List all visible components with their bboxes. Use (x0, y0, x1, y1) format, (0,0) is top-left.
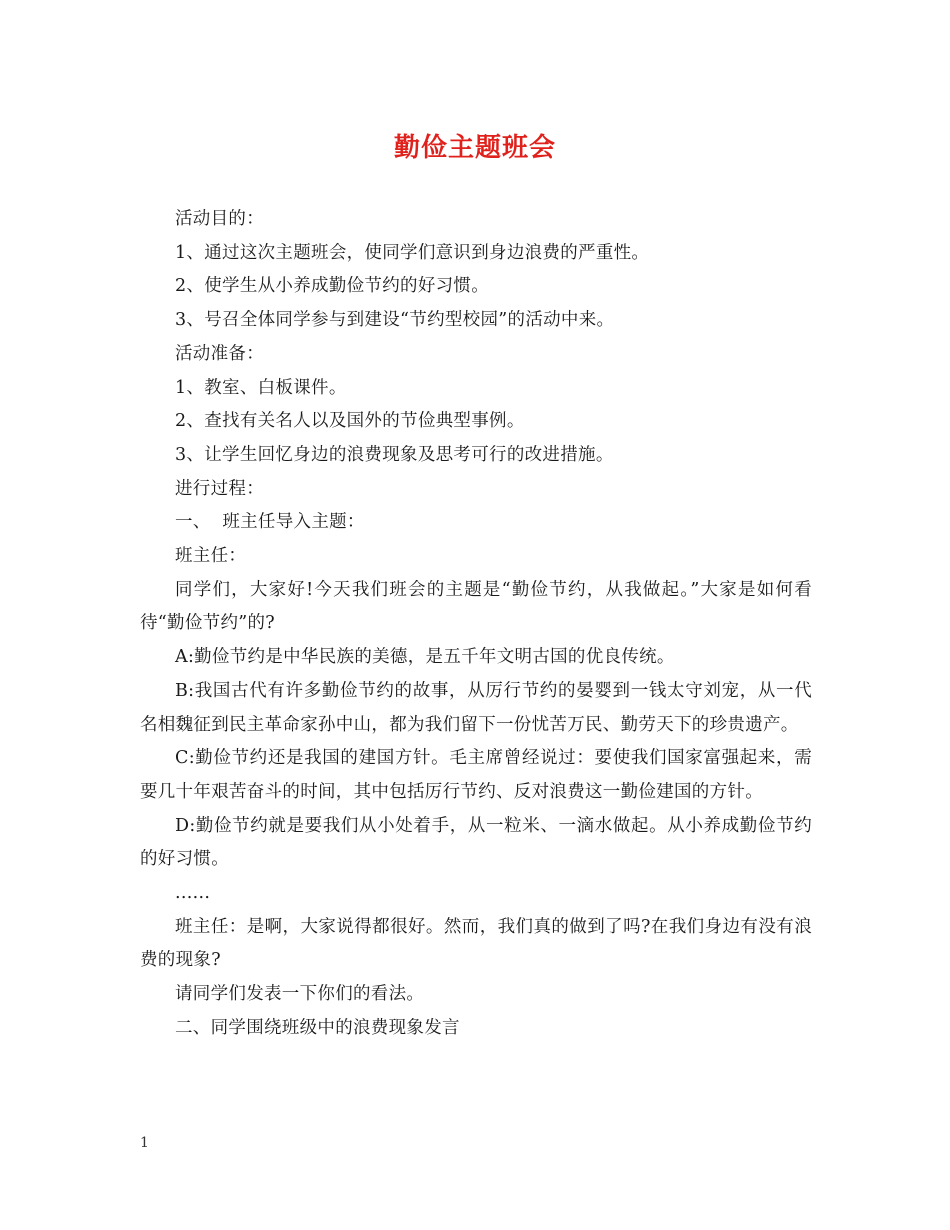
paragraph: 二、同学围绕班级中的浪费现象发言 (175, 1017, 460, 1038)
paragraph: 2、查找有关名人以及国外的节俭典型事例。 (175, 411, 525, 432)
paragraph: ...... (175, 883, 211, 904)
paragraph: 2、使学生从小养成勤俭节约的好习惯。 (175, 276, 490, 297)
paragraph: 3、让学生回忆身边的浪费现象及思考可行的改进措施。 (175, 444, 614, 465)
paragraph: C:勤俭节约还是我国的建国方针。毛主席曾经说过：要使我们国家富强起来，需要几十年艰苦奋斗的时间，其中包括厉行节约、反对浪费这一勤俭建国的方针。 (140, 748, 812, 802)
paragraph: 1、教室、白板课件。 (175, 377, 347, 398)
page-number: 1 (140, 1135, 149, 1151)
paragraph: 班主任：是啊，大家说得都很好。然而，我们真的做到了吗?在我们身边有没有浪费的现象? (140, 916, 812, 971)
paragraph: 进行过程： (175, 478, 264, 499)
document-body (140, 203, 812, 1046)
paragraph: A:勤俭节约是中华民族的美德，是五千年文明古国的优良传统。 (175, 647, 675, 668)
paragraph: B:我国古代有许多勤俭节约的故事，从厉行节约的晏婴到一钱太守刘宠，从一代名相魏征到民主革命家孙中山，都为我们留下一份忧苦万民、勤劳天下的珍贵遗产。 (140, 680, 812, 735)
paragraph: 同学们，大家好!今天我们班会的主题是“勤俭节约，从我做起。”大家是如何看待“勤俭节约”的? (140, 579, 812, 634)
paragraph: 活动目的： (175, 209, 264, 229)
paragraph: 班主任： (175, 546, 247, 567)
paragraph: D:勤俭节约就是要我们从小处着手，从一粒米、一滴水做起。从小养成勤俭节约的好习惯。 (140, 815, 812, 870)
paragraph: 一、 班主任导入主题： (175, 512, 365, 533)
page-title: 勤俭主题班会 (393, 133, 556, 163)
paragraph: 活动准备： (175, 343, 264, 364)
paragraph: 3、号召全体同学参与到建设“节约型校园”的活动中来。 (175, 310, 615, 331)
paragraph: 请同学们发表一下你们的看法。 (175, 984, 425, 1005)
paragraph: 1、通过这次主题班会，使同学们意识到身边浪费的严重性。 (175, 242, 650, 263)
